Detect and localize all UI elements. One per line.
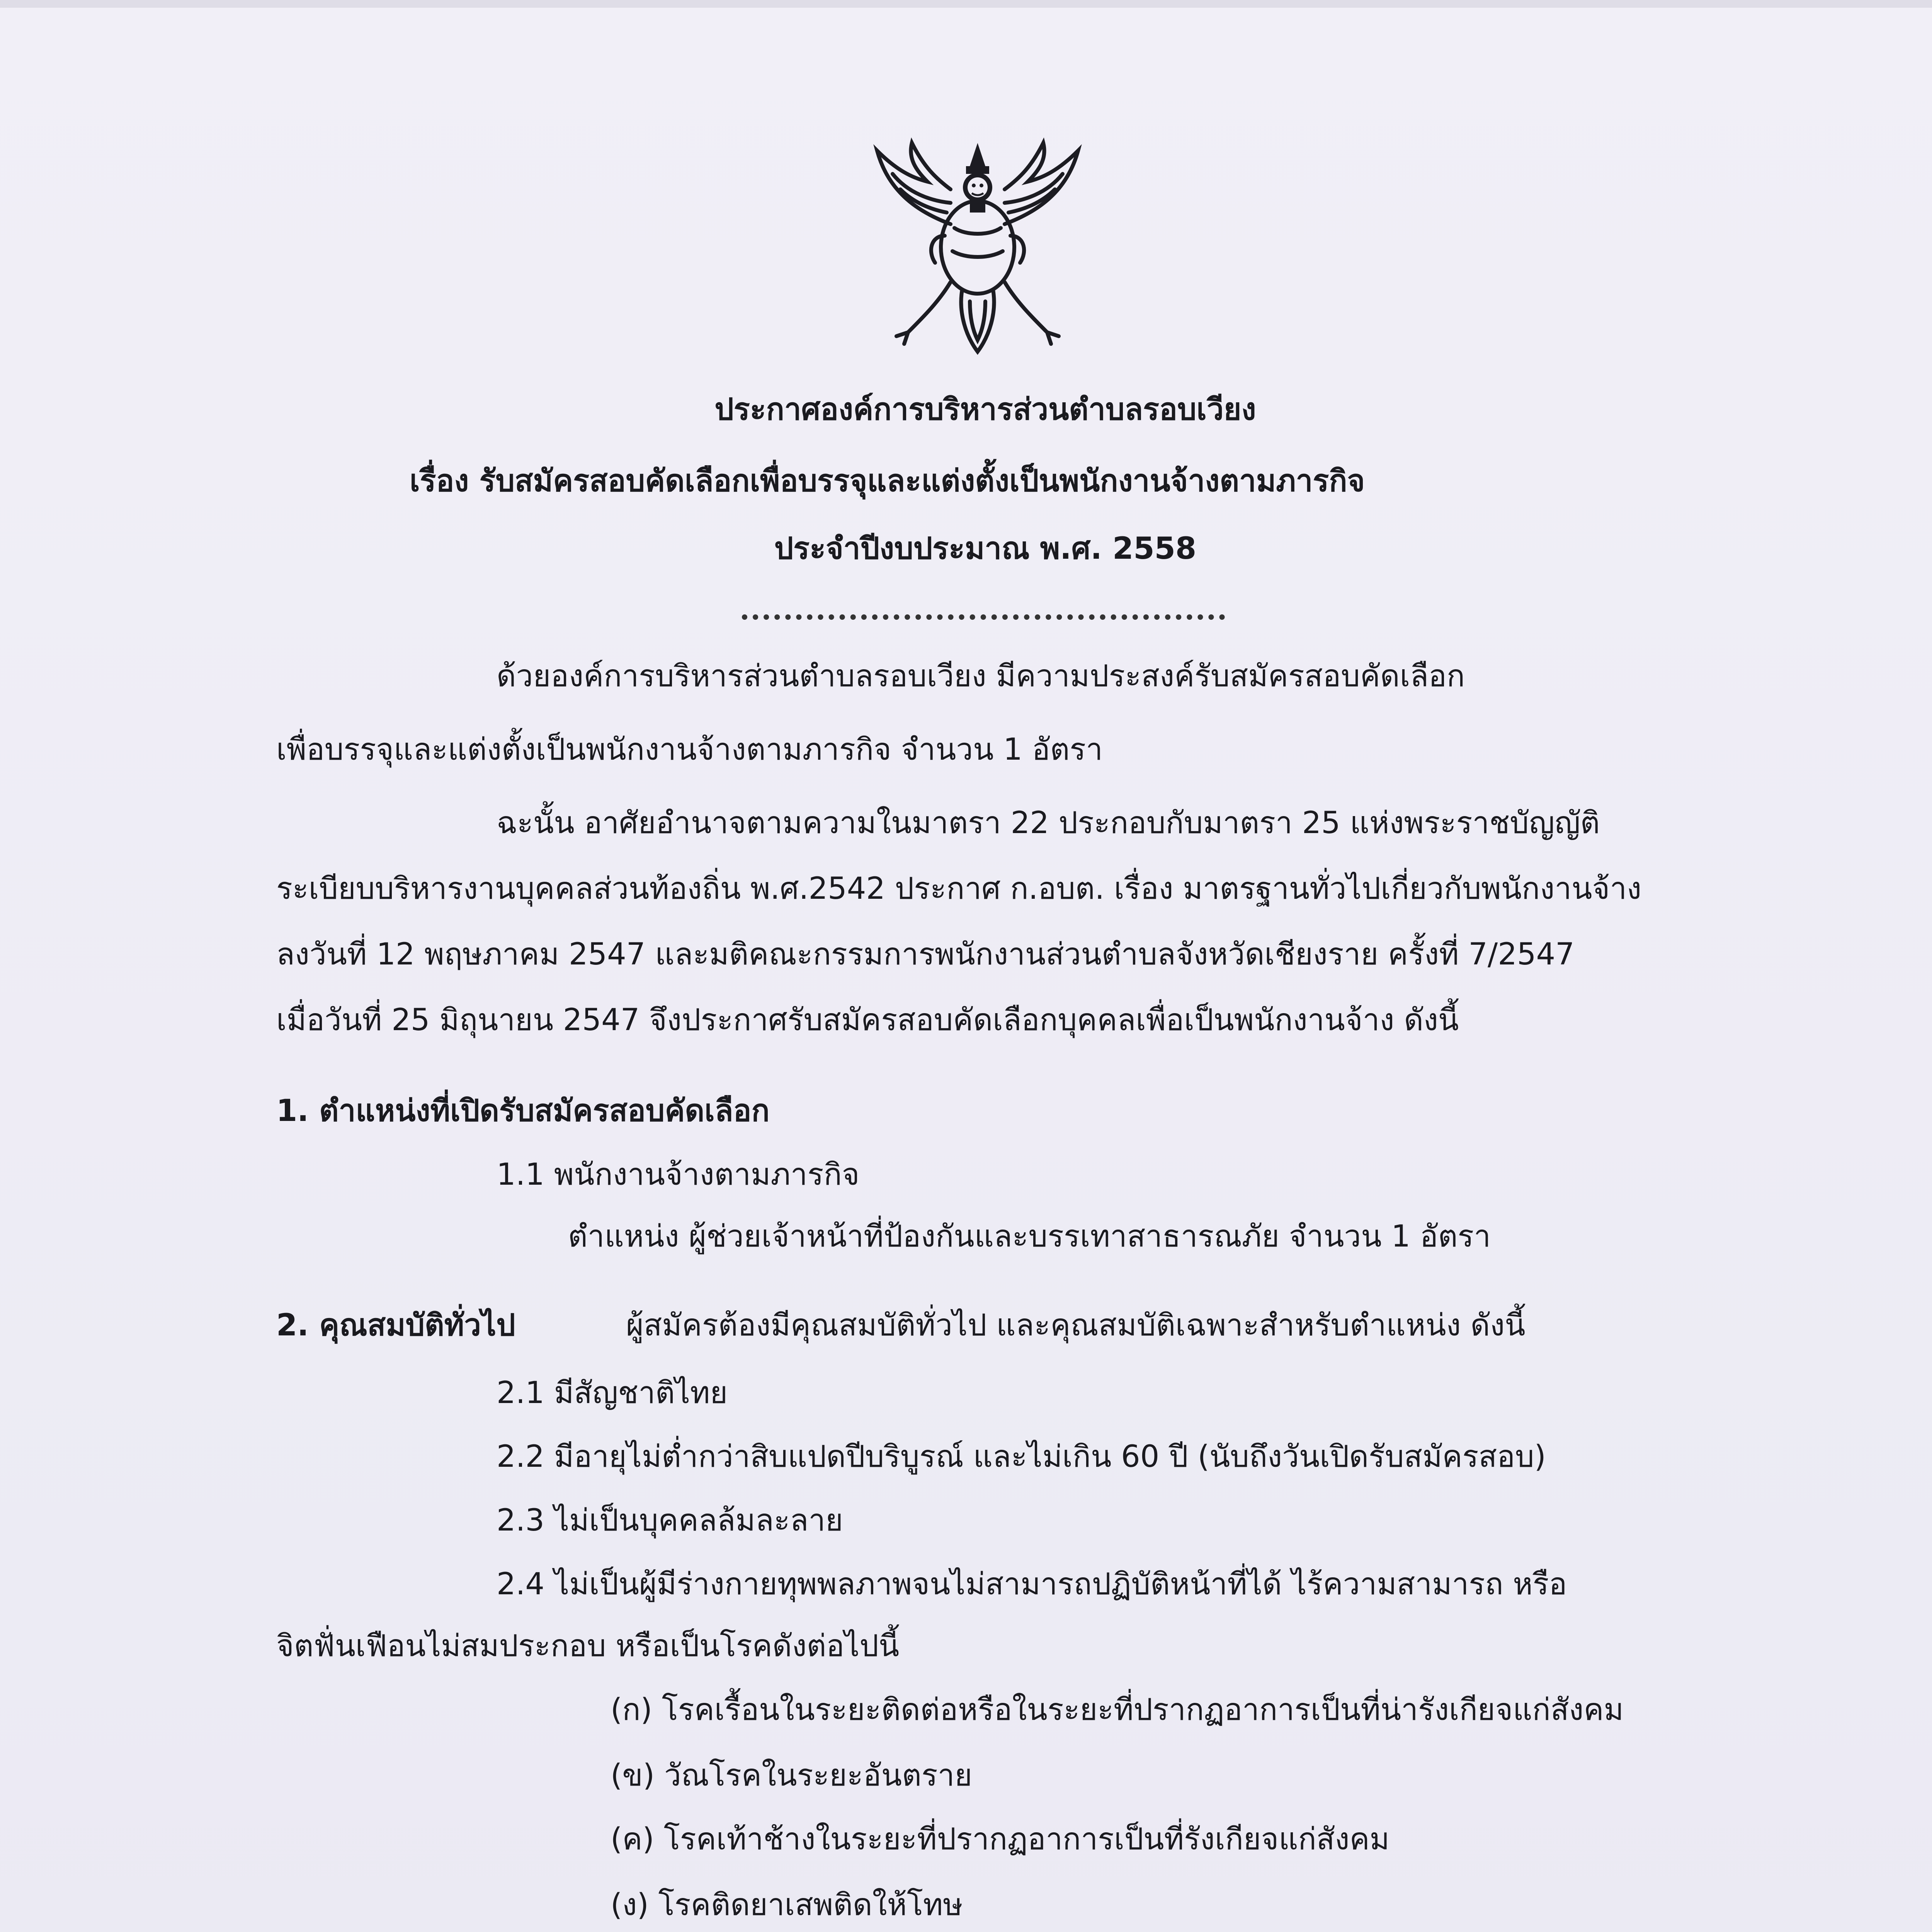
section-2-intro: ผู้สมัครต้องมีคุณสมบัติทั่วไป และคุณสมบัติเฉพาะสำหรับตำแหน่ง ดังนี้ — [626, 1308, 1526, 1343]
disease-item-a: (ก) โรคเรื้อนในระยะติดต่อหรือในระยะที่ปรากฏอาการเป็นที่น่ารังเกียจแก่สังคม — [611, 1692, 1624, 1727]
paragraph-1-line-1: ด้วยองค์การบริหารส่วนตำบลรอบเวียง มีความประสงค์รับสมัครสอบคัดเลือก — [497, 659, 1465, 694]
item-2-2: 2.2 มีอายุไม่ต่ำกว่าสิบแปดปีบริบูรณ์ และไม่เกิน 60 ปี (นับถึงวันเปิดรับสมัครสอบ) — [497, 1439, 1546, 1474]
garuda-emblem-icon — [854, 135, 1101, 367]
paragraph-2-line-3: ลงวันที่ 12 พฤษภาคม 2547 และมติคณะกรรมการพนักงานส่วนตำบลจังหวัดเชียงราย ครั้งที่ 7/2547 — [276, 937, 1575, 972]
item-1-1-position: ตำแหน่ง ผู้ช่วยเจ้าหน้าที่ป้องกันและบรรเทาสาธารณภัย จำนวน 1 อัตรา — [568, 1219, 1491, 1254]
paragraph-2-line-4: เมื่อวันที่ 25 มิถุนายน 2547 จึงประกาศรับสมัครสอบคัดเลือกบุคคลเพื่อเป็นพนักงานจ้าง ดังนี้ — [276, 1003, 1459, 1037]
item-2-4-line-2: จิตฟั่นเฟือนไม่สมประกอบ หรือเป็นโรคดังต่อไปนี้ — [276, 1629, 900, 1663]
item-2-3: 2.3 ไม่เป็นบุคคลล้มละลาย — [497, 1503, 843, 1538]
fiscal-year: ประจำปีงบประมาณ พ.ศ. 2558 — [774, 531, 1197, 566]
paragraph-2-line-1: ฉะนั้น อาศัยอำนาจตามความในมาตรา 22 ประกอบกับมาตรา 25 แห่งพระราชบัญญัติ — [497, 806, 1600, 840]
item-2-4-line-1: 2.4 ไม่เป็นผู้มีร่างกายทุพพลภาพจนไม่สามารถปฏิบัติหน้าที่ได้ ไร้ความสามารถ หรือ — [497, 1567, 1567, 1602]
section-2-heading: 2. คุณสมบัติทั่วไป — [276, 1308, 515, 1343]
disease-item-b: (ข) วัณโรคในระยะอันตราย — [611, 1758, 973, 1793]
announcement-subject: เรื่อง รับสมัครสอบคัดเลือกเพื่อบรรจุและแต่งตั้งเป็นพนักงานจ้างตามภารกิจ — [410, 464, 1365, 498]
header-divider — [742, 614, 1225, 620]
section-1-heading: 1. ตำแหน่งที่เปิดรับสมัครสอบคัดเลือก — [276, 1094, 770, 1128]
paragraph-2-line-2: ระเบียบบริหารงานบุคคลส่วนท้องถิ่น พ.ศ.2542 ประกาศ ก.อบต. เรื่อง มาตรฐานทั่วไปเกี่ยวกับพนักงานจ้าง — [276, 871, 1642, 906]
paragraph-1-line-2: เพื่อบรรจุและแต่งตั้งเป็นพนักงานจ้างตามภารกิจ จำนวน 1 อัตรา — [276, 732, 1103, 767]
disease-item-d: (ง) โรคติดยาเสพติดให้โทษ — [611, 1888, 963, 1922]
announcement-title: ประกาศองค์การบริหารส่วนตำบลรอบเวียง — [714, 392, 1256, 427]
scan-edge-top — [0, 0, 1932, 8]
item-2-1: 2.1 มีสัญชาติไทย — [497, 1376, 728, 1410]
item-1-1: 1.1 พนักงานจ้างตามภารกิจ — [497, 1157, 860, 1192]
disease-item-c: (ค) โรคเท้าช้างในระยะที่ปรากฏอาการเป็นที่รังเกียจแก่สังคม — [611, 1822, 1390, 1857]
